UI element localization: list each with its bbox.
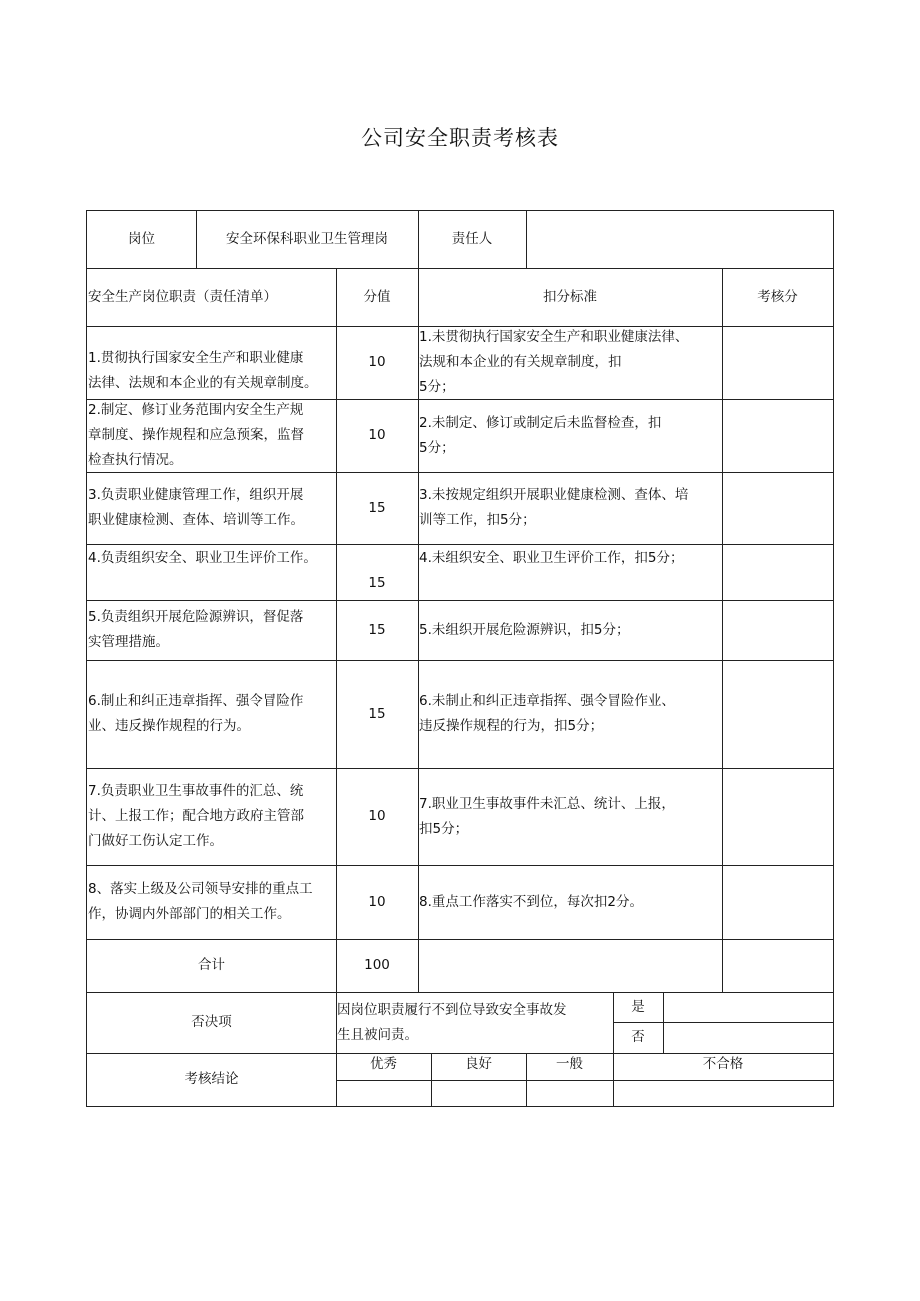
- duty-cell: 7.负责职业卫生事故事件的汇总、统 计、上报工作；配合地方政府主管部 门做好工伤认定工作。: [88, 783, 304, 849]
- duty-cell: 8、落实上级及公司领导安排的重点工 作，协调内外部部门的相关工作。: [88, 881, 313, 922]
- score-cell: 15: [368, 574, 386, 591]
- duty-cell: 6.制止和纠正违章指挥、强令冒险作 业、违反操作规程的行为。: [88, 693, 304, 734]
- conclusion-good-checkbox[interactable]: [431, 1080, 526, 1106]
- duty-cell: 2.制定、修订业务范围内安全生产规 章制度、操作规程和应急预案，监督 检查执行情况。: [88, 402, 304, 468]
- assessment-score-input[interactable]: [722, 600, 833, 660]
- score-cell: 15: [368, 705, 386, 722]
- conclusion-label: 考核结论: [184, 1071, 239, 1087]
- duty-cell: 1.贯彻执行国家安全生产和职业健康 法律、法规和本企业的有关规章制度。: [88, 349, 318, 391]
- score-cell: 10: [368, 354, 386, 370]
- score-cell: 15: [368, 499, 386, 516]
- assessment-table: [86, 210, 834, 1107]
- assessment-score-input[interactable]: [722, 399, 833, 472]
- deduction-cell: 5.未组织开展危险源辨识，扣5分；: [419, 621, 630, 638]
- conclusion-option-fail: 不合格: [702, 1056, 744, 1072]
- conclusion-option-good: 良好: [465, 1056, 492, 1072]
- conclusion-excellent-checkbox[interactable]: [336, 1080, 431, 1106]
- assessment-column-header: 考核分: [757, 288, 798, 305]
- assessment-score-input[interactable]: [722, 544, 833, 600]
- total-assessment-score[interactable]: [722, 939, 833, 992]
- conclusion-option-excellent: 优秀: [370, 1056, 397, 1072]
- assessment-score-input[interactable]: [722, 660, 833, 768]
- position-label: 岗位: [128, 231, 155, 247]
- conclusion-option-average: 一般: [556, 1056, 583, 1072]
- conclusion-average-checkbox[interactable]: [526, 1080, 613, 1106]
- veto-no-label: 否: [631, 1029, 645, 1045]
- veto-text: 因岗位职责履行不到位导致安全事故发 生且被问责。: [337, 1001, 567, 1043]
- deduction-cell: 6.未制止和纠正违章指挥、强令冒险作业、 违反操作规程的行为，扣5分；: [419, 693, 675, 734]
- veto-yes-checkbox[interactable]: [663, 992, 833, 1022]
- veto-label: 否决项: [191, 1014, 232, 1030]
- score-cell: 15: [368, 621, 386, 638]
- duty-cell: 3.负责职业健康管理工作，组织开展 职业健康检测、查体、培训等工作。: [88, 487, 304, 528]
- deduction-cell: 8.重点工作落实不到位，每次扣2分。: [419, 893, 643, 910]
- score-cell: 10: [368, 427, 386, 443]
- assessment-score-input[interactable]: [722, 326, 833, 399]
- deduction-cell: 4.未组织安全、职业卫生评价工作，扣5分；: [419, 550, 684, 566]
- deduction-column-header: 扣分标准: [543, 288, 597, 305]
- duty-cell: 5.负责组织开展危险源辨识，督促落 实管理措施。: [88, 609, 304, 650]
- score-cell: 10: [368, 893, 386, 910]
- deduction-cell: 3.未按规定组织开展职业健康检测、查体、培 训等工作，扣5分；: [419, 487, 689, 528]
- score-column-header: 分值: [363, 288, 391, 305]
- deduction-cell: 1.未贯彻执行国家安全生产和职业健康法律、 法规和本企业的有关规章制度，扣 5分；: [419, 329, 689, 395]
- assessment-score-input[interactable]: [722, 472, 833, 544]
- assessment-score-input[interactable]: [722, 768, 833, 865]
- duty-column-header: 安全生产岗位职责（责任清单）: [88, 288, 277, 305]
- veto-yes-label: 是: [631, 998, 645, 1015]
- page-title: 公司安全职责考核表: [361, 126, 559, 150]
- deduction-cell: 7.职业卫生事故事件未汇总、统计、上报， 扣5分；: [419, 795, 675, 837]
- total-score: 100: [364, 957, 390, 973]
- veto-no-checkbox[interactable]: [663, 1022, 833, 1053]
- responsible-label: 责任人: [451, 231, 493, 247]
- deduction-cell: 2.未制定、修订或制定后未监督检查，扣 5分；: [419, 414, 662, 456]
- total-deduction[interactable]: [418, 939, 722, 992]
- conclusion-fail-checkbox[interactable]: [613, 1080, 833, 1106]
- assessment-score-input[interactable]: [722, 865, 833, 939]
- position-value: 安全环保科职业卫生管理岗: [226, 231, 388, 247]
- total-label: 合计: [198, 957, 225, 973]
- duty-cell: 4.负责组织安全、职业卫生评价工作。: [88, 550, 317, 566]
- responsible-value[interactable]: [526, 211, 833, 268]
- score-cell: 10: [368, 808, 386, 824]
